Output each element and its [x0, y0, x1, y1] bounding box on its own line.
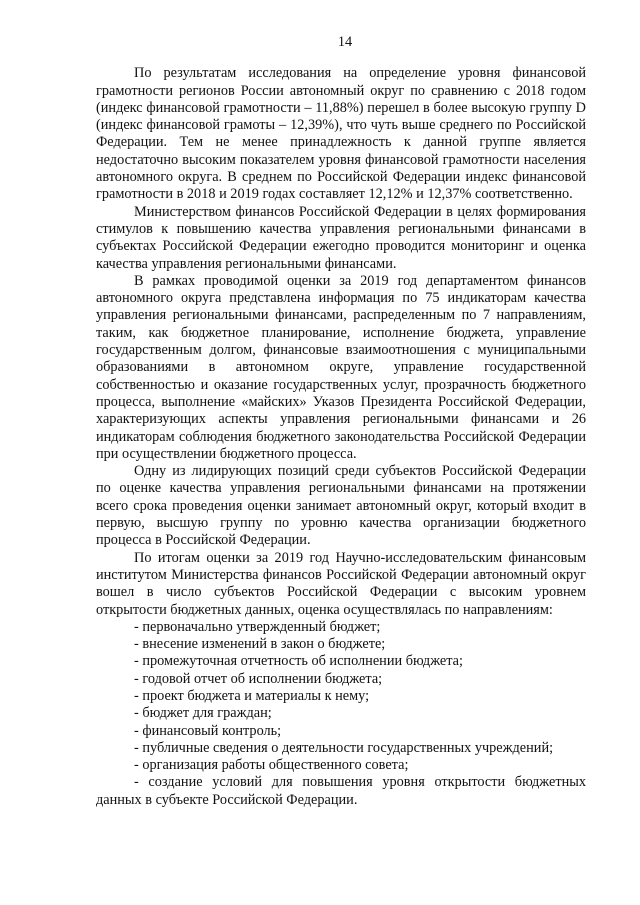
paragraph-ministry-monitoring: Министерством финансов Российской Федерации в целях формирования стимулов к повышению качества управления региональными финансами в субъектах Российской Федерации ежегодно проводится мониторинг и оценка качества управления региональными финансами. [96, 203, 586, 272]
list-item: - публичные сведения о деятельности государственных учреждений; [134, 739, 554, 756]
paragraph-financial-literacy: По результатам исследования на определение уровня финансовой грамотности регионов России автономный округ по сравнению с 2018 годом (индекс финансовой грамотности – 11,88%) перешел в более высокую группу D (индекс финансовой грамоты – 12,39%), что чуть выше среднего по Российской Федерации. Тем не менее принадлежность к данной группе является недостаточно высоким показателем уровня финансовой грамотности населения автономного округа. В среднем по Российской Федерации индекс финансовой грамотности в 2018 и 2019 годах составляет 12,12% и 12,37% соответственно. [96, 65, 586, 203]
list-item: - первоначально утвержденный бюджет; [134, 618, 381, 635]
list-item: - бюджет для граждан; [134, 705, 272, 722]
list-item: - годовой отчет об исполнении бюджета; [134, 670, 383, 687]
paragraph-leading-position: Одну из лидирующих позиций среди субъектов Российской Федерации по оценке качества управления региональными финансами на протяжении всего срока проведения оценки занимает автономный округ, который входит в первую, высшую группу по уровню качества организации бюджетного процесса в Российской Федерации. [96, 463, 586, 549]
list-item: - проект бюджета и материалы к нему; [134, 687, 370, 704]
page-number: 14 [337, 34, 353, 50]
list-item: - внесение изменений в закон о бюджете; [134, 636, 386, 653]
list-item: - промежуточная отчетность об исполнении бюджета; [134, 653, 463, 670]
paragraph-budget-openness: По итогам оценки за 2019 год Научно-исследовательским финансовым институтом Министерства финансов Российской Федерации автономный округ вошел в число субъектов Российской Федерации с высоким уровнем открытости бюджетных данных, оценка осуществлялась по направлениям: [96, 549, 586, 618]
list-item: - финансовый контроль; [134, 722, 282, 739]
assessment-directions-list [96, 619, 586, 809]
paragraph-assessment-2019: В рамках проводимой оценки за 2019 год департаментом финансов автономного округа представлена информация по 75 индикаторам качества управления региональными финансами, распределенным по 7 направлениям, таким, как бюджетное планирование, исполнение бюджета, управление государственным долгом, финансовые взаимоотношения с муниципальными образованиями в автономном округе, управление государственной собственностью и оказание государственных услуг, прозрачность бюджетного процесса, выполнение «майских» Указов Президента Российской Федерации, характеризующих аспекты управления региональными финансами и 26 индикаторам соблюдения бюджетного законодательства Российской Федерации при осуществлении бюджетного процесса. [96, 272, 586, 462]
list-item: - создание условий для повышения уровня открытости бюджетных данных в субъекте Российской Федерации. [96, 774, 586, 808]
list-item: - организация работы общественного совета; [134, 757, 409, 774]
